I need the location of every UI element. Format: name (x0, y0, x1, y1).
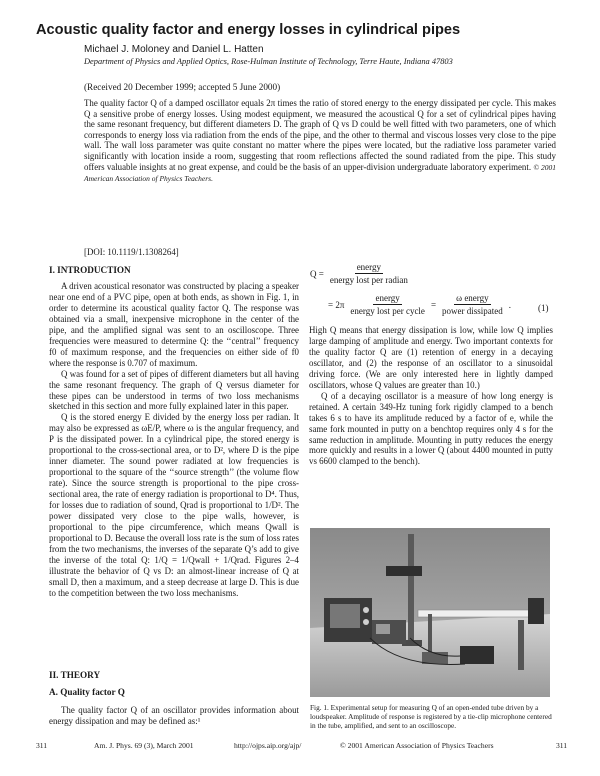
footer-copyright: © 2001 American Association of Physics Teachers (340, 741, 494, 750)
footer-url: http://ojps.aip.org/ajp/ (234, 741, 302, 750)
equation-fraction-1 (328, 262, 410, 285)
received-dates: (Received 20 December 1999; accepted 5 June 2000) (84, 82, 281, 92)
intro-paragraph: Q was found for a set of pipes of different diameters but all having the same resonant frequency. The graph of Q versus diameter for these pipes can be understood in terms of two loss mechanisms sketched in this section and more fully explained later in this paper. (49, 368, 299, 412)
intro-paragraph: Q is the stored energy E divided by the energy loss per radian. It may also be expressed as ωE/P, where ω is the angular frequency, and P is the dissipated power. In a cylindrical pipe, the stored energy is proportional to the cross-sectional area, or to D², where D is the pipe inner diameter. The sound power radiated at low frequencies is proportional to the square of the ‘‘source strength’’ (the volume flow rate). Since the source strength is proportional to the pipe cross-sectional area, the rate of energy radiation is proportional to D⁴. Thus, for losses due to radiation of sound, Qrad is proportional to 1/D². The power dissipated very close to the pipe walls, however, is proportional to the pipe circumference, which means Qwall is proportional to D. Because the overall loss rate is the sum of loss rates from the two mechanisms, the inverses of the separate Q’s add to give the inverse of the total Q: 1/Q = 1/Qwall + 1/Qrad. Figures 2–4 illustrate the behavior of Q vs D: an almost-linear increase of Q at small D, then a maximum, and a steep decrease at large D. This is due to the competition between the two loss mechanisms. (49, 412, 299, 598)
equation-lhs: Q = (310, 268, 324, 279)
right-paragraph: Q of a decaying oscillator is a measure of how long energy is retained. A certain 349-Hz tuning fork rigidly clamped to a bench takes 6 s to have its amplitude reduced by a factor of e, while the same fork mounted in putty on a benchtop requires only 4 s for the same reduction in amplitude. Mounting in putty reduces the energy more quickly and results in a lower Q (about 4400 mounted in putty vs 6600 clamped to the bench). (309, 390, 553, 467)
fraction-denominator: power dissipated (442, 306, 503, 316)
doi: [DOI: 10.1119/1.1308264] (84, 247, 179, 257)
fraction-denominator: energy lost per radian (329, 275, 408, 285)
equation-fraction-2 (348, 293, 427, 316)
equation-line-1 (310, 262, 410, 285)
right-paragraph: High Q means that energy dissipation is low, while low Q implies large damping of amplitude and energy. Two important contexts for the quality factor Q are (1) retention of energy in a decaying oscillator, and (2) the response of an oscillator to a sinusoidal driving force. (We are only interested here in lightly damped oscillators, whose Q values are greater than 10.) (309, 325, 553, 390)
theory-paragraph: The quality factor Q of an oscillator provides information about energy dissipation and may be defined as:¹ (49, 705, 299, 726)
experiment-setup-photo (310, 528, 550, 697)
equation-fraction-3 (440, 293, 505, 316)
equation-number: (1) (538, 303, 549, 313)
equation-period: . (508, 299, 512, 310)
introduction-body (49, 281, 299, 599)
figure-caption: Fig. 1. Experimental setup for measuring Q of an open-ended tube driven by a loudspeaker. Amplitude of response is registered by a tie-clip microphone centered in the tube, amplified, and sent to an oscilloscope. (310, 703, 552, 730)
abstract (84, 98, 556, 185)
section-heading-introduction: I. INTRODUCTION (49, 265, 131, 275)
intro-paragraph: A driven acoustical resonator was constructed by placing a speaker near one end of a PVC pipe, open at both ends, as shown in Fig. 1, in order to determine its acoustical quality factor Q. The response was obtained via a small, inexpensive microphone in the center of the pipe, and the amplified signal was sent to an oscilloscope. Three frequencies were measured to determine Q: the ‘‘central’’ frequency f0 of maximum response, and the frequencies on either side of f0 where the response is 0.707 of maximum. (49, 281, 299, 368)
fraction-denominator: energy lost per cycle (350, 306, 425, 316)
fraction-numerator: ω energy (456, 293, 489, 303)
theory-body (49, 705, 299, 727)
fraction-numerator: energy (356, 262, 382, 272)
section-heading-theory: II. THEORY (49, 670, 101, 680)
right-column-body (309, 325, 553, 467)
equation-two-pi: = 2π (328, 299, 345, 310)
affiliation: Department of Physics and Applied Optics, Rose-Hulman Institute of Technology, Terre Haute, Indiana 47803 (84, 57, 453, 66)
footer-page-number-left: 311 (36, 741, 48, 750)
equation-equals: = (430, 299, 437, 310)
abstract-text: The quality factor Q of a damped oscillator equals 2π times the ratio of stored energy to the energy dissipated per cycle. This makes Q a sensitive probe of energy losses. Using modest equipment, we measured the acoustical Q for a set of cylindrical pipes having the same resonant frequency, but different diameters D. The graph of Q vs D could be well fitted with two parameters, one of which corresponds to energy loss via radiation from the ends of the pipe, and the other to thermal and viscous losses very close to the pipe wall. The wall loss parameter was quite constant no matter where the pipes were located, but the radiative loss parameter varied significantly with location inside a room, suggesting that room reflections affected the sound radiated from the pipe. This study offers valuable insights at no great expense, and could be the basis of an upper-division undergraduate laboratory experiment. (84, 98, 556, 172)
subsection-heading-quality-factor: A. Quality factor Q (49, 687, 125, 697)
abstract-copyright: © 2001 American Association of Physics Teachers. (84, 162, 556, 184)
fraction-numerator: energy (375, 293, 400, 303)
authors: Michael J. Moloney and Daniel L. Hatten (84, 44, 264, 55)
paper-title: Acoustic quality factor and energy losses in cylindrical pipes (36, 22, 461, 38)
equation-line-2 (328, 293, 511, 316)
footer-page-number-right: 311 (556, 741, 568, 750)
footer-journal: Am. J. Phys. 69 (3), March 2001 (94, 741, 194, 750)
